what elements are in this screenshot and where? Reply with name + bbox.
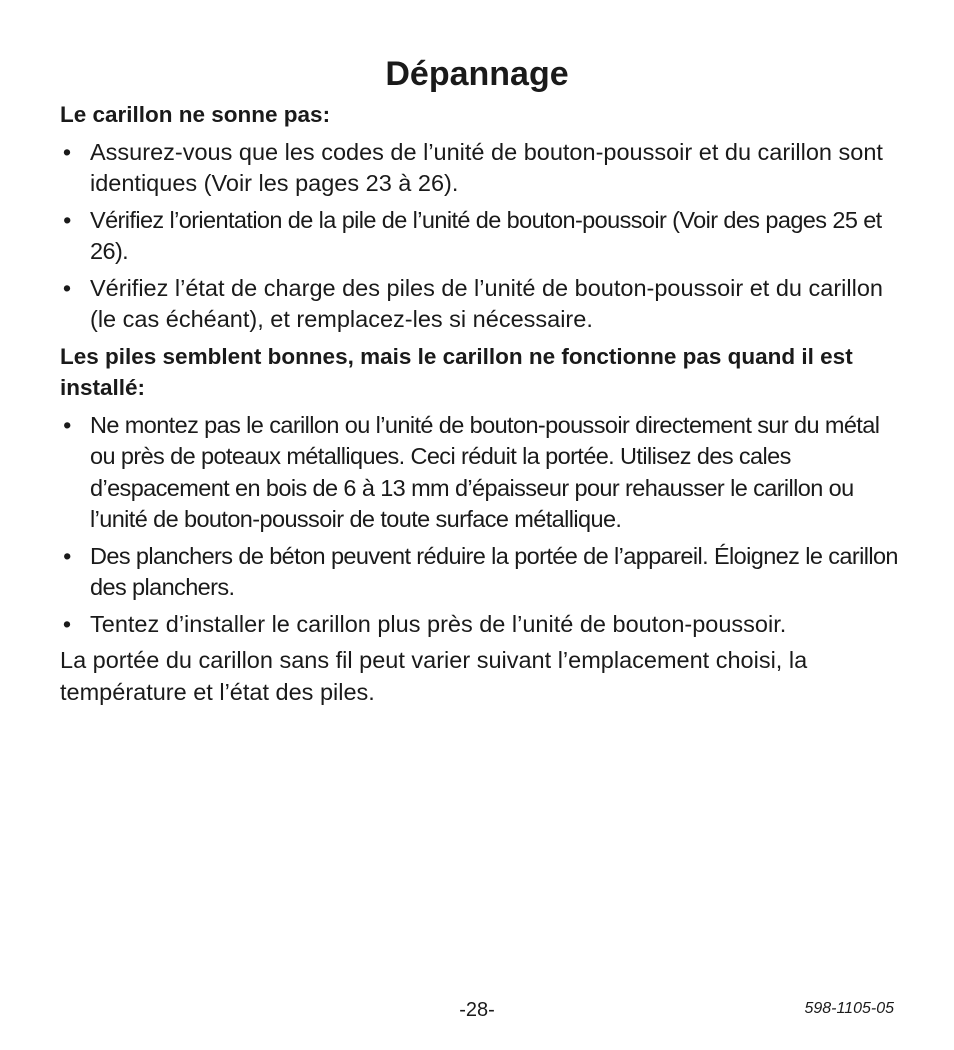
list-item-text: Vérifiez l’état de charge des piles de l’unité de bouton-poussoir et du carillon (le cas échéant), et remplacez-les si nécessaire. (90, 274, 883, 332)
list-item (60, 137, 900, 200)
list-item-text: Tentez d’installer le carillon plus près de l’unité de bouton-poussoir. (90, 610, 787, 637)
list-item (60, 609, 900, 641)
page-title: Dépannage (385, 55, 569, 93)
bullet-icon: • (62, 274, 72, 301)
list-item (60, 541, 900, 604)
document-code: 598-1105-05 (804, 1000, 894, 1017)
list-item-text: Des planchers de béton peuvent réduire la portée de l’appareil. Éloignez le carillon des planchers. (90, 542, 898, 600)
bullet-icon: • (62, 610, 72, 637)
list-item-text: Assurez-vous que les codes de l’unité de bouton-poussoir et du carillon sont identiques (Voir les pages 23 à 26). (90, 138, 883, 196)
bullet-list-installed (60, 410, 900, 641)
page-number: -28- (459, 999, 495, 1021)
bullet-icon: • (63, 411, 71, 438)
closing-paragraph: La portée du carillon sans fil peut varier suivant l’emplacement choisi, la température et l’état des piles. (60, 647, 808, 705)
bullet-icon: • (62, 138, 72, 165)
list-item-text: Ne montez pas le carillon ou l’unité de bouton-poussoir directement sur du métal ou près de poteaux métalliques. Ceci réduit la portée. Utilisez des cales d’espacement en bois de 6 à 13 mm d’épaisseur pour rehausser le carillon ou l’unité de bouton-poussoir de toute surface métallique. (90, 411, 880, 532)
list-item (60, 205, 900, 268)
bullet-list-no-ring (60, 137, 900, 336)
bullet-icon: • (63, 542, 71, 569)
troubleshooting-content (60, 99, 900, 708)
list-item (60, 410, 900, 536)
list-item (60, 273, 900, 336)
bullet-icon: • (63, 206, 71, 233)
section-heading-installed: Les piles semblent bonnes, mais le carillon ne fonctionne pas quand il est installé: (60, 343, 853, 400)
list-item-text: Vérifiez l’orientation de la pile de l’unité de bouton-poussoir (Voir des pages 25 et 26). (90, 206, 882, 264)
section-heading-no-ring: Le carillon ne sonne pas: (60, 102, 331, 127)
